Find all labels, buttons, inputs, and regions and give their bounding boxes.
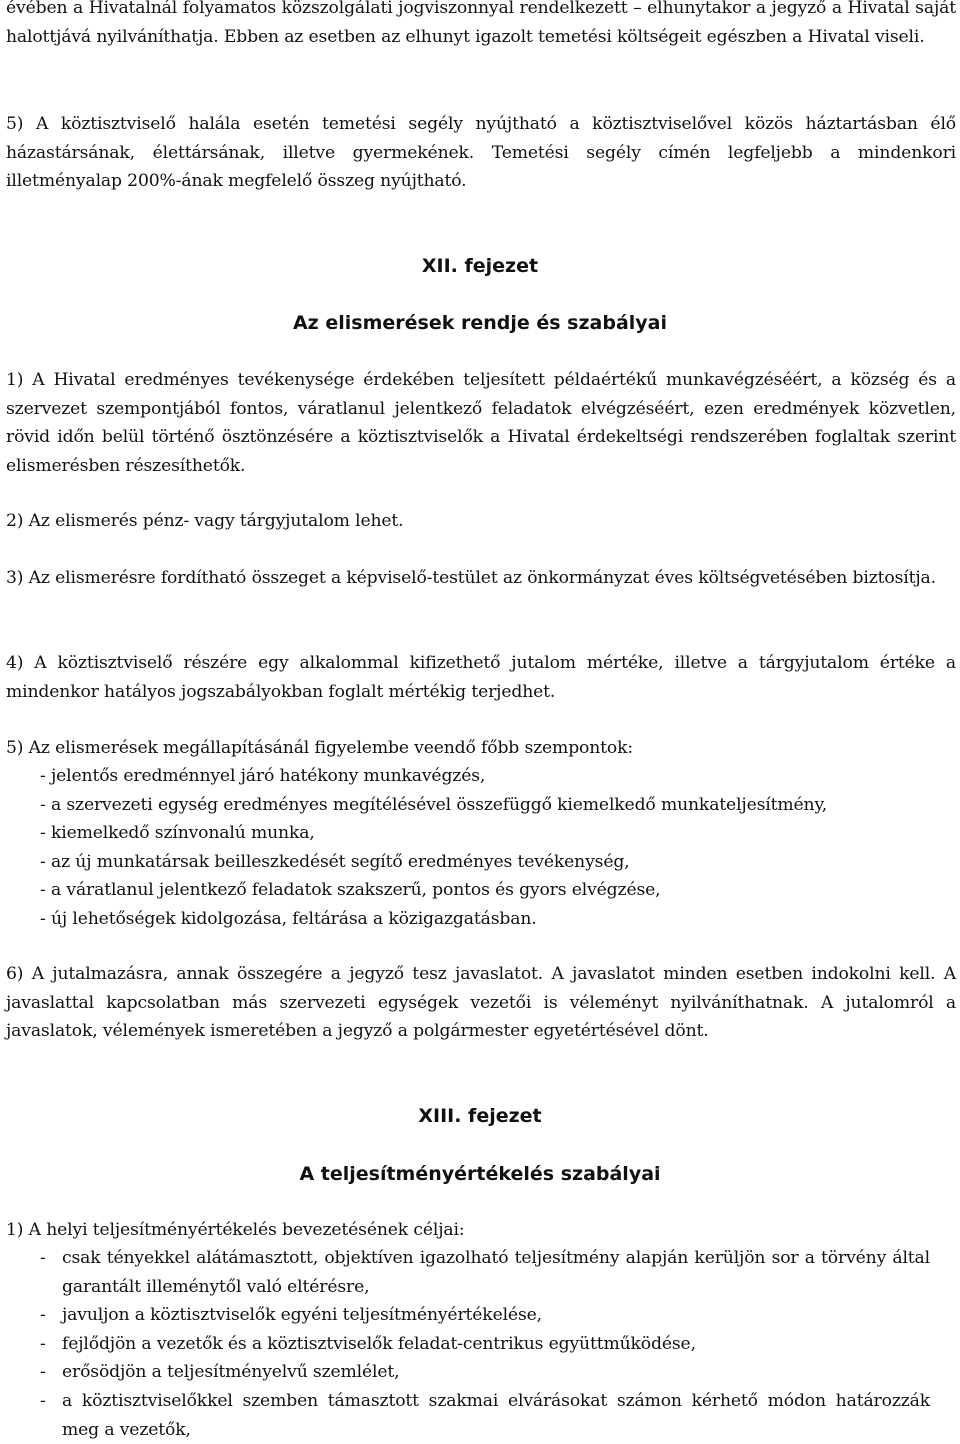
- chapter-xii-paragraph-3: 3) Az elismerésre fordítható összeget a képviselő-testület az önkormányzat éves költségvetésében biztosítja.: [6, 568, 936, 588]
- list-item: [40, 1358, 930, 1387]
- goals-list: [40, 1244, 930, 1444]
- paragraph-continuation: évében a Hivatalnál folyamatos közszolgálati jogviszonnyal rendelkezett – elhunytakor a jegyző a Hivatal saját halottjává nyilváníthatja. Ebben az esetben az elhunyt igazolt temetési költségeit egészben a Hivatal viseli.: [6, 0, 956, 47]
- list-dash: -: [40, 1305, 46, 1326]
- chapter-xii-paragraph-5-lead: 5) Az elismerések megállapításánál figyelembe veendő főbb szempontok:: [6, 738, 634, 758]
- list-item-text: javuljon a köztisztviselők egyéni teljesítményértékelése,: [62, 1305, 542, 1326]
- list-dash: -: [40, 1362, 46, 1383]
- chapter-xii-paragraph-1: 1) A Hivatal eredményes tevékenysége érdekében teljesített példaértékű munkavégzéséért, a község és a szervezet szempontjából fontos, váratlanul jelentkező feladatok elvégzéséért, ezen eredmények közvetlen, rövid időn belül történő ösztönzésére a köztisztviselők a Hivatal érdekeltségi rendszerében foglaltak szerint elismerésben részesíthetők.: [6, 370, 956, 476]
- list-item: - a szervezeti egység eredményes megítélésével összefüggő kiemelkedő munkateljesítmény,: [40, 794, 828, 815]
- list-item: [40, 1244, 930, 1301]
- chapter-xii-paragraph-6: 6) A jutalmazásra, annak összegére a jegyző tesz javaslatot. A javaslatot minden esetben indokolni kell. A javaslattal kapcsolatban más szervezeti egységek vezetői is véleményt nyilváníthatnak. A jutalomról a javaslatok, vélemények ismeretében a jegyző a polgármester egyetértésével dönt.: [6, 964, 956, 1042]
- paragraph-funeral-aid: 5) A köztisztviselő halála esetén temetési segély nyújtható a köztisztviselővel közös háztartásban élő házastársának, élettársának, illetve gyermekének. Temetési segély címén legfeljebb a mindenkori illetményalap 200%-ának megfelelő összeg nyújtható.: [6, 114, 956, 192]
- list-item: - jelentős eredménnyel járó hatékony munkavégzés,: [40, 766, 486, 786]
- list-dash: -: [40, 1333, 46, 1354]
- list-item: - az új munkatársak beilleszkedését segítő eredményes tevékenység,: [40, 851, 630, 872]
- chapter-xii-paragraph-4: 4) A köztisztviselő részére egy alkalommal kifizethető jutalom mértéke, illetve a tárgyjutalom értéke a mindenkor hatályos jogszabályokban foglalt mértékig terjedhet.: [6, 653, 956, 702]
- list-item: - kiemelkedő színvonalú munka,: [40, 823, 315, 844]
- criteria-list: [40, 762, 827, 934]
- list-item: - új lehetőségek kidolgozása, feltárása a közigazgatásban.: [40, 908, 537, 929]
- list-item: [40, 1330, 930, 1359]
- chapter-xiii-title: A teljesítményértékelés szabályai: [299, 1163, 661, 1185]
- list-dash: -: [40, 1390, 46, 1411]
- list-item: [40, 1301, 930, 1330]
- list-item: - a váratlanul jelentkező feladatok szakszerű, pontos és gyors elvégzése,: [40, 880, 661, 901]
- list-item-text: a köztisztviselőkkel szemben támasztott szakmai elvárásokat számon kérhető módon határozzák meg a vezetők,: [62, 1390, 930, 1440]
- chapter-xii-number: XII. fejezet: [421, 255, 539, 277]
- chapter-xiii-number: XIII. fejezet: [418, 1105, 542, 1127]
- list-dash: -: [40, 1248, 46, 1268]
- chapter-xiii-paragraph-1-lead: 1) A helyi teljesítményértékelés bevezetésének céljai:: [6, 1220, 465, 1240]
- list-item: [40, 1387, 930, 1444]
- list-item-text: fejlődjön a vezetők és a köztisztviselők feladat-centrikus együttműködése,: [62, 1333, 696, 1354]
- chapter-xii-paragraph-2: 2) Az elismerés pénz- vagy tárgyjutalom lehet.: [6, 511, 404, 531]
- chapter-xii-title: Az elismerések rendje és szabályai: [292, 312, 668, 334]
- list-item-text: csak tényekkel alátámasztott, objektíven igazolható teljesítmény alapján kerüljön sor a törvény által garantált illeménytől való eltérésre,: [62, 1248, 930, 1297]
- list-item-text: erősödjön a teljesítményelvű szemlélet,: [62, 1362, 400, 1383]
